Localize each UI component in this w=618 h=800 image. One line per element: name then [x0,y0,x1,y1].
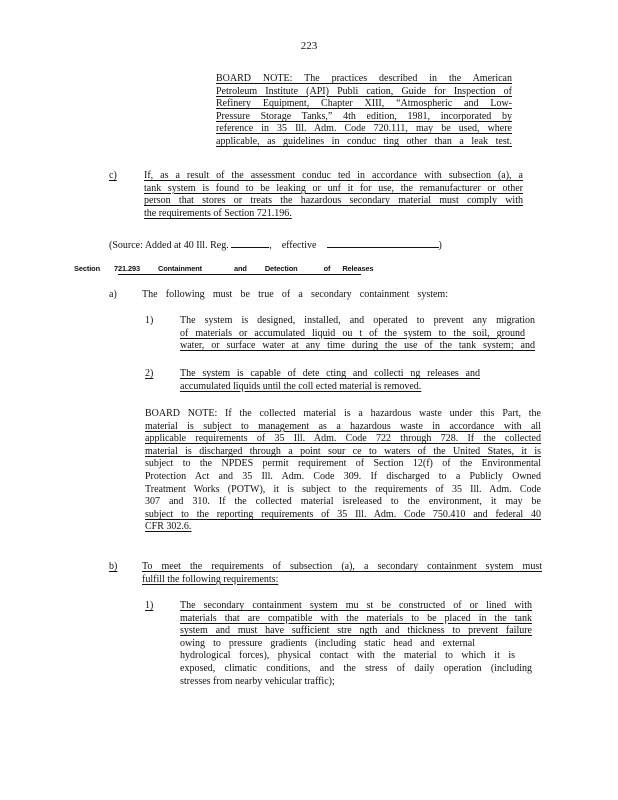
subsection-b1-line: hydrological forces), physical contact with the material to which it is [180,650,515,662]
subsection-a2-line: The system is capable of dete cting and collecti ng releases and [180,368,480,379]
subsection-b-label: b) [109,561,118,572]
subsection-c-line: person that stores or treats the hazardous secondary material must comply with [144,195,523,207]
subsection-c-line: If, as a result of the assessment conduc ted in accordance with subsection (a), a [144,170,523,181]
subsection-c-label: c) [109,170,117,181]
section-title-word: Containment [157,264,203,273]
subsection-b1-line: exposed, climatic conditions, and the stress of daily operation (including [180,662,532,674]
subsection-b1-label: 1) [145,600,154,611]
board-note-api-line: Pressure Storage Tanks,” 4th edition, 1981, incorporated by [216,110,512,122]
section-heading-underline [118,274,361,275]
board-note-2-line: CFR 302.6. [145,521,192,533]
subsection-a1-line: water, or surface water at any time during the use of the tank system; and [180,340,535,352]
board-note-api-line: reference in 35 Ill. Adm. Code 720.111, may be used, where [216,123,512,135]
subsection-b1-line: The secondary containment system mu st be constructed of or lined with [180,600,532,611]
board-note-2-line: Treatment Works (POTW), it is subject to the requirements of 35 Ill. Adm. Code [145,483,541,495]
board-note-2-line: BOARD NOTE: If the collected material is a hazardous waste under this Part, the [145,408,541,419]
subsection-a-label: a) [109,289,117,300]
subsection-b1-text [180,600,532,688]
board-note-api-line: Petroleum Institute (API) Publi cation, Guide for Inspection of [216,85,512,97]
source-note-effective: effective [281,240,317,251]
subsection-a-intro-line: The following must be true of a secondary containment system: [142,289,448,300]
subsection-b1-line: system and must have sufficient stre ngth and thickness to prevent failure [180,625,532,637]
subsection-a1-line: of materials or accumulated liquid ou t of the system to the soil, ground [180,327,525,339]
subsection-a2-line: accumulated liquids until the coll ected material is removed. [180,380,422,392]
effective-date-blank [327,237,439,248]
subsection-b-line: fulfill the following requirements: [142,573,279,585]
subsection-b1-line: owing to pressure gradients (including static head and external [180,637,475,649]
subsection-a2-text [180,368,480,393]
subsection-b-text [142,561,542,586]
board-note-api-line: BOARD NOTE: The practices described in the American [216,73,512,84]
subsection-b-line: To meet the requirements of subsection (a), a secondary containment system must [142,561,542,572]
section-title-word: and [234,264,247,273]
subsection-c-line: tank system is found to be leaking or unf it for use, the remanufacturer or other [144,182,523,194]
board-note-2-line: subject to the reporting requirements of 35 Ill. Adm. Code 750.410 and federal 40 [145,508,541,520]
board-note-2-line: Protection Act and 35 Ill. Adm. Code 309. If discharged to a Publicly Owned [145,470,541,482]
board-note-api-line: applicable, as guidelines in conduc ting other than a leak test. [216,135,512,147]
subsection-c-line: the requirements of Section 721.196. [144,207,292,219]
section-title-word: Releases [342,264,374,273]
subsection-a1-label: 1) [145,315,154,326]
section-title-word: Detection [264,264,298,273]
board-note-2-line: material is discharged through a point sour ce to waters of the United States, it is [145,445,541,457]
subsection-b1-line: materials that are compatible with the materials to be placed in the tank [180,612,532,624]
board-note-2-line: subject to the NPDES permit requirement of Section 12(f) of the Environmental [145,458,541,470]
source-note-close: ) [438,240,442,251]
subsection-b1-line: stresses from nearby vehicular traffic); [180,675,335,687]
section-word: Section [74,264,100,273]
board-note-2-line: material is subject to management as a hazardous waste in accordance with all [145,420,541,432]
board-note-2-line: 307 and 310. If the collected material isreleased to the environment, it may be [145,496,541,508]
subsection-a-intro [142,289,448,302]
board-note-api-line: Refinery Equipment, Chapter XIII, “Atmospheric and Low- [216,98,512,110]
section-title-word: of [323,264,331,273]
page-number: 223 [300,40,318,52]
subsection-a1-line: The system is designed, installed, and operated to prevent any migration [180,315,535,326]
register-volume-blank [231,237,269,248]
source-note [109,237,509,253]
subsection-c-text [144,170,523,220]
source-note-prefix: (Source: Added at 40 Ill. Reg. [109,240,229,251]
board-note-2-line: applicable requirements of 35 Ill. Adm. Code 722 through 728. If the collected [145,433,541,445]
board-note-api [216,73,512,149]
board-note-collected-material [145,408,541,534]
section-number: 721.293 [113,264,140,273]
source-note-comma: , [269,240,272,251]
subsection-a2-label: 2) [145,368,154,379]
subsection-a1-text [180,315,535,353]
